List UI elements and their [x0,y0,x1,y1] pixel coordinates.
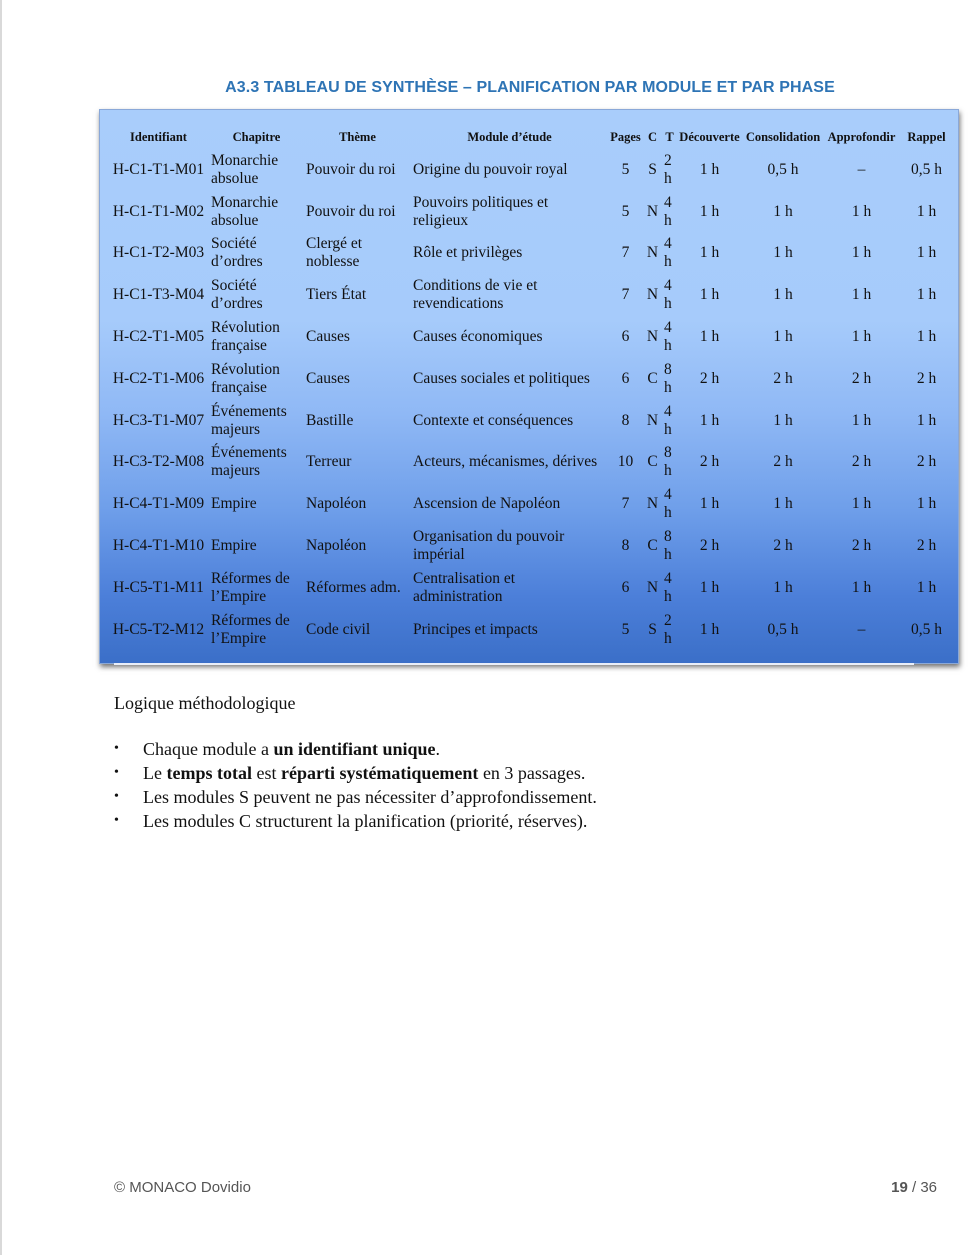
row-theme: Réformes adm. [306,578,401,596]
row-total-time-value: 4 h [664,277,672,313]
table-bottom-rule [114,663,914,665]
row-decouverte: 1 h [699,411,720,429]
bullet-text: Les modules C structurent la planification (priorité, réserves). [143,811,588,831]
row-total-time-value: 8 h [664,528,672,564]
row-total-time-value: 4 h [664,319,672,355]
row-consolidation: 1 h [773,286,793,304]
row-decouverte: 1 h [699,286,720,304]
row-total-time [662,358,677,400]
row-total-time [662,525,677,567]
bullet-dot-icon: • [114,789,119,804]
row-total-time-value: 2 h [664,151,672,187]
row-identifier: H-C1-T3-M04 [112,286,205,304]
row-chapitre: Révolution française [211,319,280,355]
row-decouverte: 2 h [699,369,720,387]
table-body [108,149,954,651]
header-cell: Pages [610,129,641,144]
bullet-text: est [251,763,281,783]
table-row [108,358,954,400]
row-total-time-value: 4 h [664,235,672,271]
row-total-time-value: 8 h [664,360,672,396]
table-row [108,567,954,609]
header-cell: Chapitre [232,129,281,144]
row-identifier: H-C2-T1-M05 [112,328,205,346]
row-consolidation: 1 h [773,578,793,596]
footer-page-number [891,1179,937,1196]
page-current: 19 [891,1179,908,1196]
row-module: Contexte et conséquences [413,411,574,429]
row-total-time [662,191,677,233]
table-row [108,525,954,567]
row-identifier: H-C5-T1-M11 [113,578,204,596]
methodology-bullet [114,809,894,833]
row-approfondir: 1 h [851,286,872,304]
row-consolidation: 1 h [773,495,793,513]
row-module: Principes et impacts [413,620,538,638]
row-approfondir: 1 h [851,328,872,346]
row-total-time [662,316,677,358]
row-consolidation: 0,5 h [767,620,799,638]
row-total-time-value: 4 h [664,193,672,229]
row-total-time-value: 2 h [664,611,672,647]
row-rappel: 0,5 h [911,160,942,178]
row-consolidation: 0,5 h [767,160,799,178]
row-theme: Bastille [306,411,354,429]
row-chapitre: Empire [211,537,257,555]
row-approfondir: 1 h [851,244,872,262]
row-module: Rôle et privilèges [413,244,523,262]
row-identifier: H-C1-T2-M03 [112,244,205,262]
row-approfondir: 2 h [851,369,872,387]
row-rappel: 0,5 h [911,620,942,638]
row-module: Ascension de Napoléon [413,495,561,513]
row-total-time [662,483,677,525]
row-rappel: 1 h [916,411,937,429]
bullet-dot-icon: • [114,813,119,828]
header-cell: Approfondir [827,129,896,144]
row-pages: 8 [621,537,630,555]
row-chapitre: Réformes de l’Empire [211,569,290,605]
row-theme: Pouvoir du roi [306,202,396,220]
row-pages: 5 [621,160,630,178]
row-total-time [662,149,677,191]
bullet-emphasis: un identifiant unique [273,739,436,759]
header-cell: Rappel [907,129,946,144]
row-theme: Causes [306,369,350,387]
row-total-time-value: 4 h [664,569,672,605]
bullet-text: en 3 passages. [478,763,586,783]
row-consolidation: 2 h [773,369,793,387]
row-theme: Code civil [306,620,371,638]
row-pages: 10 [617,453,634,471]
row-module: Causes sociales et politiques [413,369,590,387]
row-theme: Clergé et noblesse [306,235,363,271]
bullet-dot-icon: • [114,765,119,780]
row-decouverte: 2 h [699,453,720,471]
bullet-text: Le [143,763,167,783]
row-chapitre: Monarchie absolue [211,151,279,187]
row-approfondir: 1 h [851,411,872,429]
row-rappel: 2 h [916,453,937,471]
row-pages: 7 [621,286,630,304]
row-approfondir: 1 h [851,202,872,220]
row-identifier: H-C1-T1-M01 [112,160,205,178]
row-total-time-value: 4 h [664,486,672,522]
methodology-bullet [114,785,894,809]
row-rappel: 1 h [916,578,937,596]
row-theme: Tiers État [306,286,367,304]
row-pages: 7 [621,495,630,513]
header-cell: C [647,129,658,144]
row-rappel: 2 h [916,537,937,555]
row-pages: 8 [621,411,630,429]
row-category: N [646,328,659,346]
row-category: N [646,202,659,220]
row-decouverte: 1 h [699,160,720,178]
synthesis-table [108,125,954,651]
row-module: Causes économiques [413,328,543,346]
row-decouverte: 1 h [699,244,720,262]
row-approfondir: 1 h [851,495,872,513]
footer-copyright: © MONACO Dovidio [114,1179,251,1196]
row-theme: Napoléon [306,495,367,513]
row-decouverte: 1 h [699,578,720,596]
row-total-time-value: 8 h [664,444,672,480]
row-category: C [647,369,658,387]
row-decouverte: 2 h [699,537,720,555]
bullet-text: Chaque module a [143,739,274,759]
row-category: C [647,537,658,555]
header-cell: Thème [339,129,376,144]
row-consolidation: 1 h [773,202,793,220]
row-decouverte: 1 h [699,620,720,638]
synthesis-table-panel [99,109,959,664]
row-module: Organisation du pouvoir impérial [413,528,565,564]
row-decouverte: 1 h [699,495,720,513]
header-cell: Consolidation [745,129,821,144]
row-module: Conditions de vie et revendications [413,277,538,313]
row-module: Pouvoirs politiques et religieux [413,193,549,229]
header-cell: Identifiant [130,129,187,144]
row-consolidation: 2 h [773,453,793,471]
page-total: 36 [920,1179,937,1196]
row-total-time-value: 4 h [664,402,672,438]
methodology-bullet [114,761,894,785]
table-row [108,233,954,275]
row-module: Acteurs, mécanismes, dérives [413,453,598,471]
row-chapitre: Événements majeurs [211,444,287,480]
row-module: Origine du pouvoir royal [413,160,568,178]
section-title: A3.3 TABLEAU DE SYNTHÈSE – PLANIFICATION PAR MODULE ET PAR PHASE [225,79,835,96]
table-header-row [108,125,954,149]
row-approfondir: 1 h [851,578,872,596]
table-row [108,191,954,233]
row-rappel: 1 h [916,495,937,513]
row-chapitre: Empire [211,495,257,513]
row-identifier: H-C1-T1-M02 [112,202,205,220]
row-total-time [662,274,677,316]
row-theme: Causes [306,328,350,346]
row-pages: 6 [621,369,630,387]
row-decouverte: 1 h [699,328,720,346]
row-total-time [662,567,677,609]
row-consolidation: 1 h [773,411,793,429]
row-identifier: H-C2-T1-M06 [112,369,205,387]
row-total-time [662,400,677,442]
bullet-emphasis: temps total [166,763,252,783]
row-total-time [662,609,677,651]
row-chapitre: Société d’ordres [211,235,263,271]
methodology-title: Logique méthodologique [114,693,296,713]
row-approfondir: – [857,160,866,178]
row-identifier: H-C5-T2-M12 [112,620,205,638]
row-chapitre: Société d’ordres [211,277,263,313]
row-rappel: 2 h [916,369,937,387]
row-category: N [646,411,659,429]
row-identifier: H-C4-T1-M10 [112,537,205,555]
table-row [108,316,954,358]
row-pages: 6 [621,578,630,596]
row-consolidation: 2 h [773,537,793,555]
row-total-time [662,233,677,275]
row-chapitre: Révolution française [211,360,280,396]
bullet-text: . [435,739,441,759]
row-decouverte: 1 h [699,202,720,220]
bullet-emphasis: réparti systématiquement [280,763,479,783]
row-pages: 7 [621,244,630,262]
row-identifier: H-C3-T1-M07 [112,411,205,429]
row-chapitre: Événements majeurs [211,402,287,438]
header-cell: Module d’étude [467,129,552,144]
row-category: N [646,495,659,513]
table-row [108,400,954,442]
bullet-dot-icon: • [114,741,119,756]
table-row [108,442,954,484]
row-total-time [662,442,677,484]
row-category: N [646,578,659,596]
header-cell: Découverte [679,129,740,144]
row-category: S [648,620,657,638]
row-category: N [646,244,659,262]
row-consolidation: 1 h [773,244,793,262]
row-consolidation: 1 h [773,328,793,346]
row-rappel: 1 h [916,328,937,346]
row-rappel: 1 h [916,244,937,262]
page-separator: / [907,1179,921,1196]
row-pages: 5 [621,202,630,220]
row-category: C [647,453,658,471]
row-approfondir: 2 h [851,537,872,555]
row-theme: Napoléon [306,537,367,555]
row-theme: Terreur [306,453,352,471]
header-cell: T [665,129,674,144]
table-row [108,609,954,651]
row-module: Centralisation et administration [413,569,516,605]
table-row [108,483,954,525]
row-identifier: H-C3-T2-M08 [112,453,205,471]
page-left-edge [0,0,2,1255]
row-approfondir: – [857,620,866,638]
row-chapitre: Monarchie absolue [211,193,279,229]
row-pages: 5 [621,620,630,638]
table-row [108,149,954,191]
row-chapitre: Réformes de l’Empire [211,611,290,647]
row-rappel: 1 h [916,286,937,304]
row-rappel: 1 h [916,202,937,220]
row-pages: 6 [621,328,630,346]
methodology-bullet-list [114,737,894,833]
table-row [108,274,954,316]
row-identifier: H-C4-T1-M09 [112,495,205,513]
row-category: N [646,286,659,304]
methodology-bullet [114,737,894,761]
bullet-text: Les modules S peuvent ne pas nécessiter d’approfondissement. [143,787,597,807]
row-approfondir: 2 h [851,453,872,471]
row-theme: Pouvoir du roi [306,160,396,178]
row-category: S [648,160,657,178]
